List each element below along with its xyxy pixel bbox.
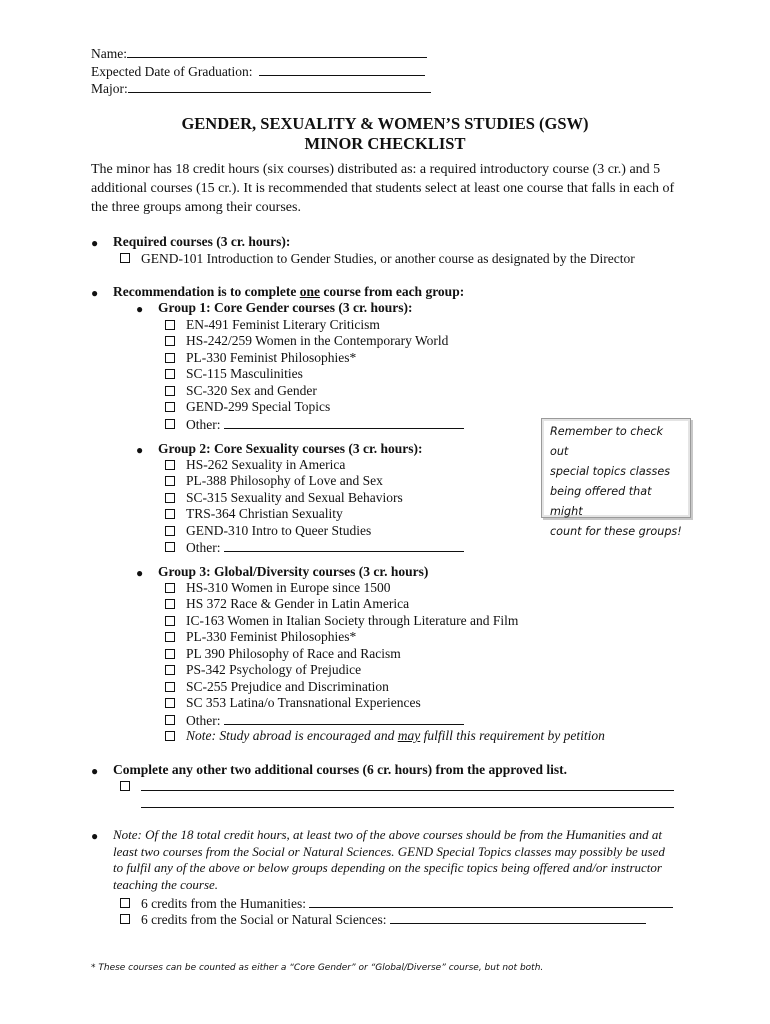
course-item: GEND-310 Intro to Queer Studies [186,523,372,538]
checkbox[interactable] [165,649,175,659]
other-field [186,416,464,433]
course-item: HS 372 Race & Gender in Latin America [186,596,410,611]
checkbox[interactable] [165,369,175,379]
checkbox[interactable] [165,476,175,486]
course-item: EN-491 Feminist Literary Criticism [186,317,380,332]
callout-line: special topics classes [550,465,671,478]
checkbox[interactable] [120,914,130,924]
page-title: GENDER, SEXUALITY & WOMEN’S STUDIES (GSW) [181,114,589,133]
required-course: GEND-101 Introduction to Gender Studies, or another course as designated by the Director [141,251,635,266]
study-abroad-note [186,728,605,744]
course-item: PS-342 Psychology of Prejudice [186,662,362,677]
callout-line: count for these groups! [550,525,682,538]
name-blank[interactable] [127,45,427,58]
humanities-label: 6 credits from the Humanities: [141,896,306,911]
checkbox[interactable] [165,715,175,725]
callout-line: Remember to check out [550,425,664,458]
course-item: TRS-364 Christian Sexuality [186,506,343,521]
humanities-field [141,895,673,912]
checkbox[interactable] [165,583,175,593]
credit-note: Note: Of the 18 total credit hours, at least two of the above courses should be from the Humanities and at least two courses from the Social or Natural Sciences. GEND Special Topics classes may possibly be used to fulfil any of the above or below groups depending on the specific topics being offered and/or instructor teaching the course. [113,827,665,892]
bullet-icon: ● [91,829,99,843]
bullet-icon: ● [91,764,99,778]
course-item: SC-255 Prejudice and Discrimination [186,679,389,694]
checkbox[interactable] [165,599,175,609]
name-label: Name: [91,46,127,61]
course-item: SC 353 Latina/o Transnational Experiences [186,695,421,710]
checkbox[interactable] [165,616,175,626]
intro-paragraph: The minor has 18 credit hours (six courses) distributed as: a required introductory course (3 cr.) and 5 additional courses (15 cr.). It is recommended that students select at least one course that falls in each of the three groups among their courses. [91,162,675,215]
name-field [91,45,427,62]
recommendation-emph: one [299,284,320,299]
checkbox[interactable] [165,526,175,536]
additional-blank-1[interactable] [141,778,674,791]
recommendation-pre: Recommendation is to complete [113,284,300,299]
course-item: IC-163 Women in Italian Society through Literature and Film [186,613,519,628]
special-topics-callout [541,418,691,538]
checkbox[interactable] [165,542,175,552]
graduation-blank[interactable] [259,63,425,76]
checkbox[interactable] [165,698,175,708]
checkbox[interactable] [165,632,175,642]
bullet-icon: ● [136,302,144,316]
major-blank[interactable] [128,80,431,93]
graduation-field [91,63,425,80]
other-blank[interactable] [224,416,464,429]
checkbox[interactable] [165,493,175,503]
bullet-icon: ● [91,286,99,300]
required-heading: Required courses (3 cr. hours): [113,234,291,249]
other-field [186,539,464,556]
checkbox[interactable] [120,781,130,791]
page-subtitle: MINOR CHECKLIST [304,134,466,153]
group3-heading: Group 3: Global/Diversity courses (3 cr. hours) [158,564,429,579]
checkbox[interactable] [165,320,175,330]
sciences-field [141,911,646,928]
checkbox[interactable] [120,898,130,908]
recommendation-post: course from each group: [319,284,465,299]
course-item: SC-320 Sex and Gender [186,383,317,398]
course-item: HS-310 Women in Europe since 1500 [186,580,391,595]
course-item: PL-330 Feminist Philosophies* [186,350,357,365]
other-label: Other: [186,540,221,555]
course-item: HS-242/259 Women in the Contemporary World [186,333,449,348]
major-field [91,80,431,97]
group1-heading: Group 1: Core Gender courses (3 cr. hours): [158,300,413,315]
callout-line: being offered that might [550,485,652,518]
humanities-blank[interactable] [309,895,673,908]
study-abroad-post: fulfill this requirement by petition [420,728,605,743]
sciences-blank[interactable] [390,911,646,924]
course-item: HS-262 Sexuality in America [186,457,346,472]
additional-blank-2[interactable] [141,795,674,808]
course-item: SC-315 Sexuality and Sexual Behaviors [186,490,403,505]
sciences-label: 6 credits from the Social or Natural Sciences: [141,912,387,927]
study-abroad-emph: may [397,728,421,743]
bullet-icon: ● [136,443,144,457]
checkbox[interactable] [165,509,175,519]
course-item: GEND-299 Special Topics [186,399,331,414]
other-label: Other: [186,713,221,728]
checkbox[interactable] [165,386,175,396]
checkbox[interactable] [165,419,175,429]
footnote: * These courses can be counted as either a “Core Gender” or “Global/Diverse” course, but not both. [91,963,544,973]
additional-heading: Complete any other two additional courses (6 cr. hours) from the approved list. [113,762,567,777]
major-label: Major: [91,81,128,96]
graduation-label: Expected Date of Graduation: [91,64,253,79]
checkbox[interactable] [165,665,175,675]
group2-heading: Group 2: Core Sexuality courses (3 cr. hours): [158,441,423,456]
course-item: PL 390 Philosophy of Race and Racism [186,646,401,661]
other-blank[interactable] [224,712,464,725]
course-item: PL-330 Feminist Philosophies* [186,629,357,644]
other-field [186,712,464,729]
checkbox[interactable] [165,682,175,692]
checkbox[interactable] [165,353,175,363]
checkbox[interactable] [165,731,175,741]
bullet-icon: ● [91,236,99,250]
other-blank[interactable] [224,539,464,552]
recommendation-heading [113,284,464,300]
bullet-icon: ● [136,566,144,580]
checkbox[interactable] [165,402,175,412]
checkbox[interactable] [165,336,175,346]
course-item: PL-388 Philosophy of Love and Sex [186,473,383,488]
study-abroad-pre: Note: Study abroad is encouraged and [186,728,398,743]
checkbox[interactable] [165,460,175,470]
checkbox-gend-101[interactable] [120,253,130,263]
course-item: SC-115 Masculinities [186,366,303,381]
other-label: Other: [186,417,221,432]
